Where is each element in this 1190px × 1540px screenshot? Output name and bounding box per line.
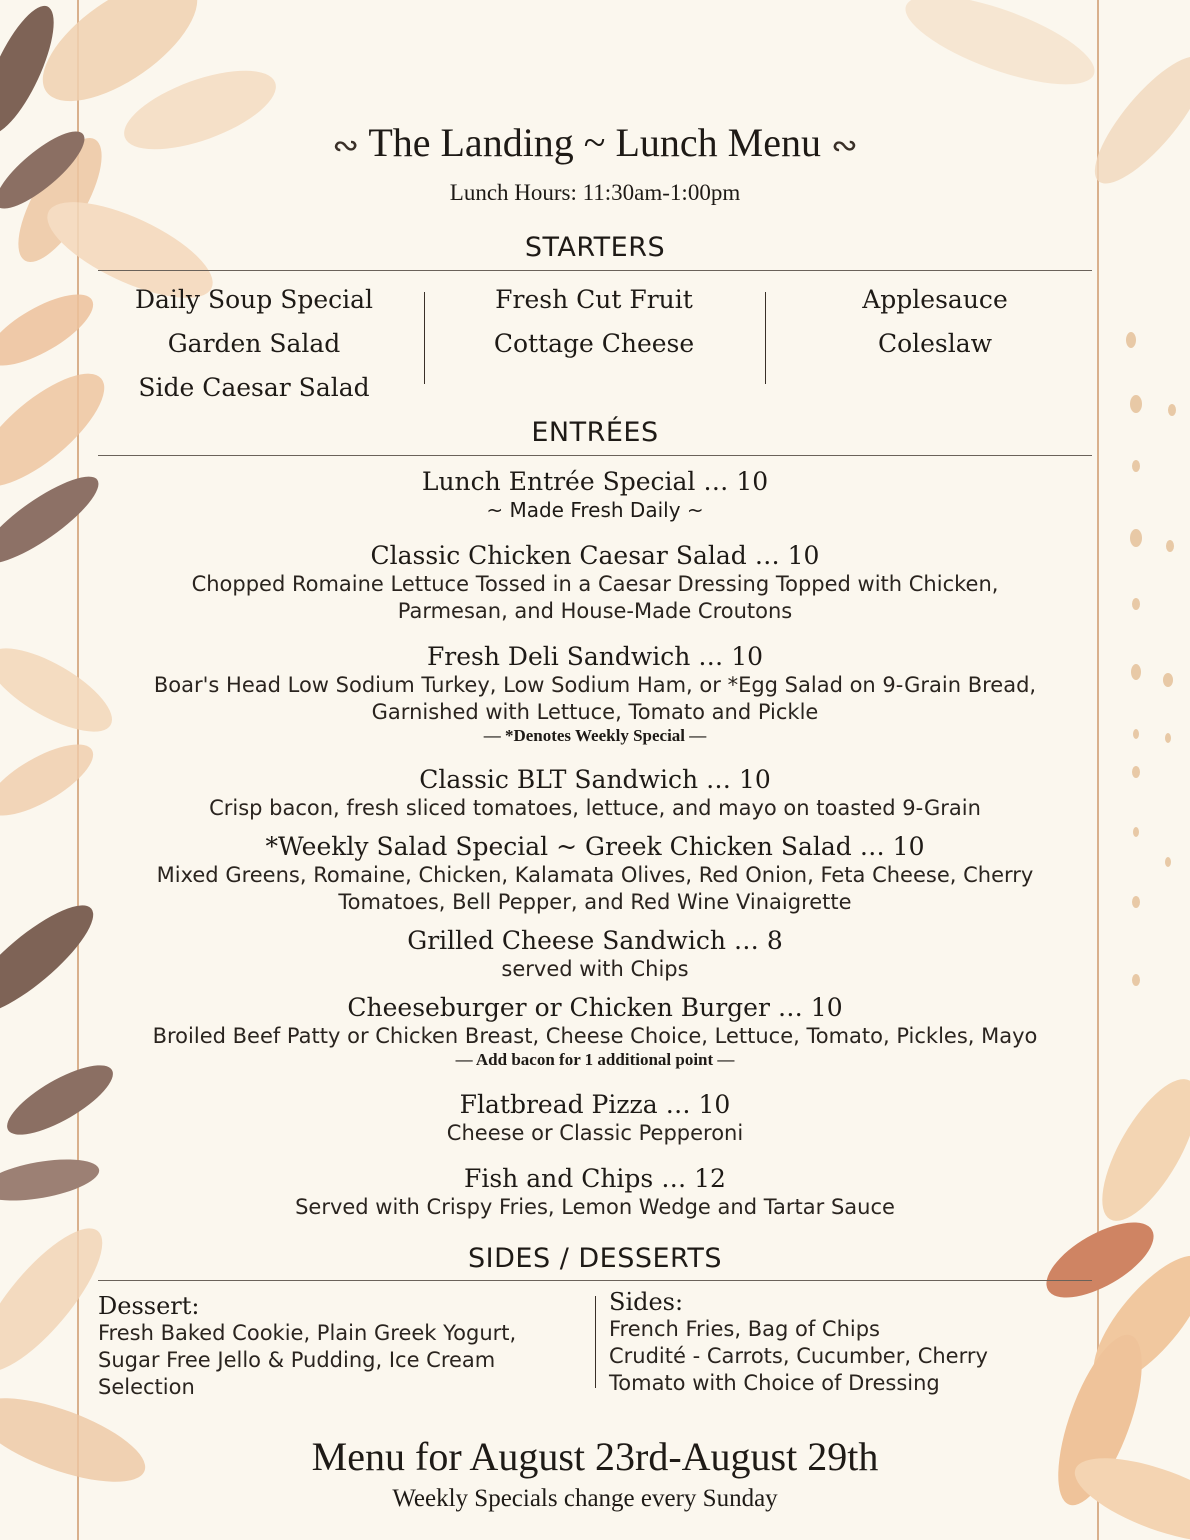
starters-divider-1: [424, 292, 425, 384]
sides-desserts-heading: SIDES / DESSERTS: [468, 1243, 722, 1274]
starter-item: Coleslaw: [877, 329, 993, 358]
starter-item: Fresh Cut Fruit: [495, 285, 693, 314]
entree-item: [100, 642, 1090, 746]
entrees-rule: [98, 455, 1092, 456]
starters-heading: STARTERS: [524, 232, 666, 263]
sides-line: Tomato with Choice of Dressing: [609, 1371, 940, 1395]
entree-description: Crisp bacon, fresh sliced tomatoes, lettuce, and mayo on toasted 9-Grain: [209, 796, 981, 820]
dessert-line: Sugar Free Jello & Pudding, Ice Cream: [98, 1348, 496, 1372]
title-text: The Landing ~ Lunch Menu: [368, 120, 821, 165]
entree-item: [100, 926, 1090, 983]
sides-label: Sides:: [609, 1288, 684, 1316]
entrees-heading: ENTRÉES: [531, 417, 659, 448]
dessert-label: Dessert:: [98, 1292, 200, 1320]
ornament-left-icon: ∾: [332, 127, 360, 163]
sides-block: [609, 1288, 1069, 1397]
entree-name: Lunch Entrée Special … 10: [421, 467, 769, 496]
sides-line: French Fries, Bag of Chips: [609, 1317, 880, 1341]
entree-item: [100, 765, 1090, 822]
starter-item: Daily Soup Special: [134, 285, 374, 314]
entree-item: [100, 832, 1090, 916]
entree-name: Fresh Deli Sandwich … 10: [426, 642, 764, 671]
starter-item: Applesauce: [862, 285, 1008, 314]
starters-column-2: [474, 278, 714, 366]
entree-item: [100, 1090, 1090, 1147]
entree-name: Classic Chicken Caesar Salad … 10: [370, 541, 820, 570]
entree-item: [100, 993, 1090, 1070]
sides-desserts-rule: [98, 1280, 1092, 1281]
dessert-block: [98, 1292, 578, 1401]
entree-description: Chopped Romaine Lettuce Tossed in a Caesar Dressing Topped with Chicken,: [191, 572, 999, 596]
entree-note: — Add bacon for 1 additional point —: [455, 1050, 735, 1069]
dessert-line: Selection: [98, 1375, 195, 1399]
entree-description: Tomatoes, Bell Pepper, and Red Wine Vinaigrette: [338, 890, 852, 914]
entree-name: Classic BLT Sandwich … 10: [419, 765, 771, 794]
entree-name: Flatbread Pizza … 10: [459, 1090, 731, 1119]
entree-note: — *Denotes Weekly Special —: [483, 726, 707, 745]
dessert-line: Fresh Baked Cookie, Plain Greek Yogurt,: [98, 1321, 517, 1345]
sides-line: Crudité - Carrots, Cucumber, Cherry: [609, 1344, 988, 1368]
starters-column-1: [134, 278, 374, 410]
starter-item: Side Caesar Salad: [138, 373, 370, 402]
starters-rule: [98, 270, 1092, 271]
starter-item: Garden Salad: [167, 329, 341, 358]
ornament-right-icon: ∾: [830, 127, 858, 163]
entree-name: Fish and Chips … 12: [464, 1164, 726, 1193]
menu-title: [0, 118, 1190, 170]
entree-description: Broiled Beef Patty or Chicken Breast, Cheese Choice, Lettuce, Tomato, Pickles, Mayo: [152, 1024, 1038, 1048]
lunch-hours: Lunch Hours: 11:30am-1:00pm: [449, 180, 741, 205]
starters-column-3: [815, 278, 1055, 366]
menu-dates: Menu for August 23rd-August 29th: [311, 1434, 879, 1479]
sides-divider: [595, 1296, 596, 1388]
entree-subtitle: ~ Made Fresh Daily ~: [486, 498, 704, 522]
entree-name: Cheeseburger or Chicken Burger … 10: [347, 993, 843, 1022]
entree-description: Served with Crispy Fries, Lemon Wedge and Tartar Sauce: [295, 1195, 895, 1219]
entree-description: Parmesan, and House-Made Croutons: [397, 599, 793, 623]
starters-divider-2: [765, 292, 766, 384]
entree-name: *Weekly Salad Special ~ Greek Chicken Salad … 10: [265, 832, 925, 861]
specials-note: Weekly Specials change every Sunday: [392, 1485, 778, 1512]
entree-description: Garnished with Lettuce, Tomato and Pickle: [371, 700, 819, 724]
entree-name: Grilled Cheese Sandwich … 8: [407, 926, 783, 955]
starter-item: Cottage Cheese: [493, 329, 695, 358]
entree-description: Mixed Greens, Romaine, Chicken, Kalamata Olives, Red Onion, Feta Cheese, Cherry: [156, 863, 1034, 887]
entree-description: Cheese or Classic Pepperoni: [446, 1121, 744, 1145]
entree-description: Boar's Head Low Sodium Turkey, Low Sodium Ham, or *Egg Salad on 9-Grain Bread,: [153, 673, 1037, 697]
entree-description: served with Chips: [501, 957, 689, 981]
entree-item: [100, 467, 1090, 523]
entree-item: [100, 1164, 1090, 1221]
entree-item: [100, 541, 1090, 625]
